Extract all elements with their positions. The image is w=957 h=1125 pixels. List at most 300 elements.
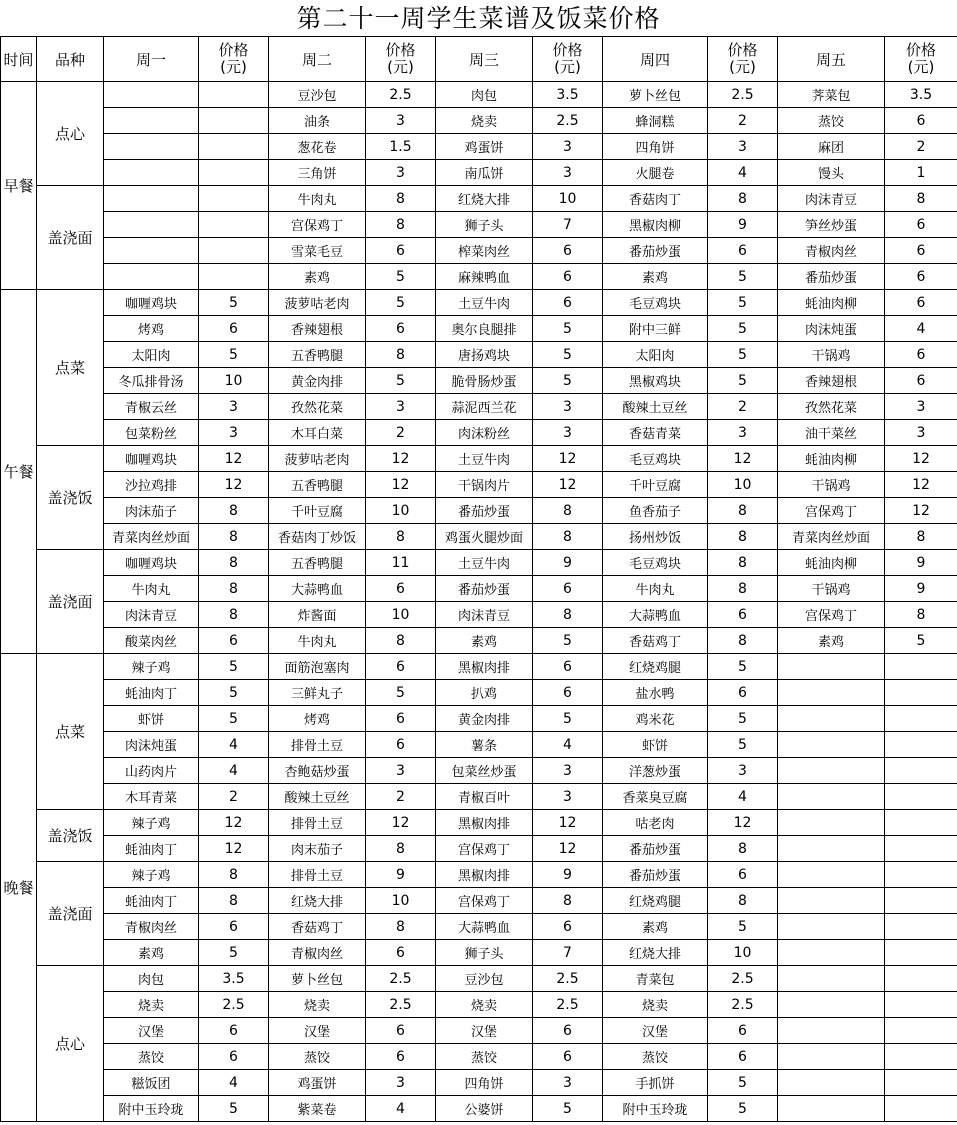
- price-cell: 12: [885, 446, 957, 472]
- dish-cell: 荠菜包: [778, 82, 885, 108]
- price-cell: [885, 888, 957, 914]
- dish-cell: 火腿卷: [603, 160, 708, 186]
- price-cell: 10: [199, 368, 269, 394]
- price-cell: 3: [533, 134, 603, 160]
- meal-cell: 晚餐: [1, 654, 37, 1122]
- price-cell: 12: [366, 446, 436, 472]
- price-cell: [885, 862, 957, 888]
- price-cell: 6: [366, 238, 436, 264]
- dish-cell: 蜂洞糕: [603, 108, 708, 134]
- table-row: [1, 602, 957, 628]
- price-cell: 6: [199, 316, 269, 342]
- price-cell: 11: [366, 550, 436, 576]
- price-cell: 5: [708, 1070, 778, 1096]
- price-cell: 8: [366, 836, 436, 862]
- dish-cell: 肉沫青豆: [436, 602, 533, 628]
- dish-cell: 牛肉丸: [104, 576, 199, 602]
- price-cell: 6: [708, 680, 778, 706]
- price-cell: 3: [199, 420, 269, 446]
- price-cell: 1: [885, 160, 957, 186]
- table-row: [1, 836, 957, 862]
- table-row: [1, 1070, 957, 1096]
- dish-cell: 香辣翅根: [269, 316, 366, 342]
- dish-cell: 肉包: [104, 966, 199, 992]
- price-cell: [885, 680, 957, 706]
- price-cell: 6: [885, 290, 957, 316]
- price-cell: [199, 264, 269, 290]
- price-cell: 6: [533, 290, 603, 316]
- price-cell: 12: [366, 810, 436, 836]
- dish-cell: 鸡蛋饼: [269, 1070, 366, 1096]
- dish-cell: [778, 732, 885, 758]
- price-cell: 3: [885, 420, 957, 446]
- dish-cell: 蚝油肉丁: [104, 680, 199, 706]
- header-cell: 周二: [269, 37, 366, 82]
- dish-cell: [778, 758, 885, 784]
- dish-cell: 盐水鸭: [603, 680, 708, 706]
- dish-cell: 土豆牛肉: [436, 446, 533, 472]
- dish-cell: 香菇鸡丁: [603, 628, 708, 654]
- dish-cell: 豆沙包: [269, 82, 366, 108]
- price-cell: 12: [885, 472, 957, 498]
- price-cell: 3: [366, 758, 436, 784]
- price-cell: 2.5: [708, 992, 778, 1018]
- dish-cell: 扒鸡: [436, 680, 533, 706]
- price-cell: 6: [199, 628, 269, 654]
- header-cell: 品种: [37, 37, 104, 82]
- dish-cell: 山药肉片: [104, 758, 199, 784]
- price-cell: 9: [885, 576, 957, 602]
- price-cell: 7: [533, 212, 603, 238]
- dish-cell: 炸酱面: [269, 602, 366, 628]
- dish-cell: 青菜肉丝炒面: [104, 524, 199, 550]
- price-cell: 6: [199, 914, 269, 940]
- price-cell: 12: [533, 446, 603, 472]
- dish-cell: [778, 706, 885, 732]
- price-cell: 8: [366, 186, 436, 212]
- dish-cell: [778, 862, 885, 888]
- price-cell: 4: [533, 732, 603, 758]
- dish-cell: 狮子头: [436, 940, 533, 966]
- price-cell: 2: [366, 420, 436, 446]
- dish-cell: 四角饼: [603, 134, 708, 160]
- dish-cell: 青椒百叶: [436, 784, 533, 810]
- table-row: [1, 810, 957, 836]
- price-cell: 3: [533, 1070, 603, 1096]
- dish-cell: [778, 992, 885, 1018]
- dish-cell: 宫保鸡丁: [269, 212, 366, 238]
- category-cell: 盖浇面: [37, 186, 104, 290]
- price-cell: 5: [533, 368, 603, 394]
- dish-cell: 蚝油肉丁: [104, 888, 199, 914]
- price-cell: 5: [533, 1096, 603, 1122]
- price-cell: [885, 992, 957, 1018]
- price-cell: 4: [199, 758, 269, 784]
- dish-cell: 附中玉玲珑: [603, 1096, 708, 1122]
- dish-cell: 肉包: [436, 82, 533, 108]
- dish-cell: 汉堡: [269, 1018, 366, 1044]
- price-cell: 3.5: [885, 82, 957, 108]
- price-cell: 8: [708, 836, 778, 862]
- price-cell: 2.5: [708, 966, 778, 992]
- dish-cell: 青菜包: [603, 966, 708, 992]
- price-cell: 8: [199, 524, 269, 550]
- dish-cell: 辣子鸡: [104, 810, 199, 836]
- price-cell: 3: [366, 108, 436, 134]
- price-cell: 2: [366, 784, 436, 810]
- header-cell: 价格 (元): [533, 37, 603, 82]
- dish-cell: [778, 888, 885, 914]
- dish-cell: 千叶豆腐: [269, 498, 366, 524]
- dish-cell: 番茄炒蛋: [603, 862, 708, 888]
- price-cell: 9: [885, 550, 957, 576]
- table-row: [1, 654, 957, 680]
- price-cell: 5: [199, 342, 269, 368]
- dish-cell: [778, 784, 885, 810]
- dish-cell: 香辣翅根: [778, 368, 885, 394]
- price-cell: 9: [366, 862, 436, 888]
- price-cell: 8: [366, 342, 436, 368]
- dish-cell: 红烧鸡腿: [603, 888, 708, 914]
- price-cell: 6: [199, 1018, 269, 1044]
- dish-cell: 鸡蛋饼: [436, 134, 533, 160]
- dish-cell: 五香鸭腿: [269, 342, 366, 368]
- header-cell: 周三: [436, 37, 533, 82]
- price-cell: 5: [708, 732, 778, 758]
- price-cell: 12: [199, 472, 269, 498]
- price-cell: 6: [533, 654, 603, 680]
- price-cell: 6: [366, 654, 436, 680]
- price-cell: 5: [708, 706, 778, 732]
- dish-cell: 肉沫炖蛋: [104, 732, 199, 758]
- price-cell: 8: [708, 498, 778, 524]
- price-cell: 8: [533, 498, 603, 524]
- price-cell: 8: [708, 524, 778, 550]
- dish-cell: 洋葱炒蛋: [603, 758, 708, 784]
- price-cell: 6: [533, 576, 603, 602]
- table-row: [1, 524, 957, 550]
- price-cell: 3: [366, 160, 436, 186]
- price-cell: 8: [366, 212, 436, 238]
- price-cell: 12: [199, 836, 269, 862]
- price-cell: [885, 1070, 957, 1096]
- price-cell: 3: [533, 394, 603, 420]
- dish-cell: 鸡米花: [603, 706, 708, 732]
- dish-cell: 汉堡: [104, 1018, 199, 1044]
- dish-cell: 唐扬鸡块: [436, 342, 533, 368]
- dish-cell: 南瓜饼: [436, 160, 533, 186]
- price-cell: [199, 212, 269, 238]
- price-cell: 5: [708, 914, 778, 940]
- price-cell: 2.5: [366, 82, 436, 108]
- dish-cell: 烧卖: [104, 992, 199, 1018]
- price-cell: 8: [885, 524, 957, 550]
- dish-cell: 手抓饼: [603, 1070, 708, 1096]
- category-cell: 点菜: [37, 290, 104, 446]
- dish-cell: [778, 1018, 885, 1044]
- table-row: [1, 472, 957, 498]
- price-cell: [199, 134, 269, 160]
- dish-cell: 杏鲍菇炒蛋: [269, 758, 366, 784]
- price-cell: 6: [199, 1044, 269, 1070]
- table-row: [1, 1096, 957, 1122]
- header-cell: 价格 (元): [708, 37, 778, 82]
- price-cell: 2: [708, 394, 778, 420]
- dish-cell: 大蒜鸭血: [603, 602, 708, 628]
- price-cell: 5: [708, 316, 778, 342]
- dish-cell: 烧卖: [436, 992, 533, 1018]
- price-cell: 3: [533, 160, 603, 186]
- dish-cell: 酸辣土豆丝: [603, 394, 708, 420]
- price-cell: 10: [708, 472, 778, 498]
- price-cell: 12: [533, 810, 603, 836]
- price-cell: 2.5: [366, 966, 436, 992]
- dish-cell: 狮子头: [436, 212, 533, 238]
- price-cell: 1.5: [366, 134, 436, 160]
- dish-cell: 番茄炒蛋: [603, 836, 708, 862]
- price-cell: 5: [366, 368, 436, 394]
- price-cell: 2: [708, 108, 778, 134]
- price-cell: [885, 1096, 957, 1122]
- dish-cell: 青菜肉丝炒面: [778, 524, 885, 550]
- price-cell: 3: [533, 758, 603, 784]
- dish-cell: 大蒜鸭血: [269, 576, 366, 602]
- dish-cell: 肉沫茄子: [104, 498, 199, 524]
- dish-cell: 烧卖: [436, 108, 533, 134]
- price-cell: 8: [885, 602, 957, 628]
- dish-cell: 牛肉丸: [603, 576, 708, 602]
- price-cell: 12: [199, 446, 269, 472]
- dish-cell: 沙拉鸡排: [104, 472, 199, 498]
- table-row: [1, 576, 957, 602]
- dish-cell: 奥尔良腿排: [436, 316, 533, 342]
- price-cell: 6: [533, 914, 603, 940]
- price-cell: 5: [708, 290, 778, 316]
- price-cell: 5: [199, 680, 269, 706]
- table-row: [1, 368, 957, 394]
- price-cell: 3: [199, 394, 269, 420]
- price-cell: 5: [533, 628, 603, 654]
- dish-cell: 肉沫炖蛋: [778, 316, 885, 342]
- table-row: [1, 498, 957, 524]
- dish-cell: [778, 914, 885, 940]
- dish-cell: [778, 940, 885, 966]
- price-cell: [199, 82, 269, 108]
- table-row: [1, 108, 957, 134]
- price-cell: [885, 1044, 957, 1070]
- price-cell: 6: [533, 264, 603, 290]
- table-row: [1, 212, 957, 238]
- dish-cell: 孜然花菜: [269, 394, 366, 420]
- price-cell: 5: [533, 342, 603, 368]
- price-cell: 2.5: [533, 108, 603, 134]
- dish-cell: 虾饼: [603, 732, 708, 758]
- price-cell: 8: [533, 602, 603, 628]
- dish-cell: 孜然花菜: [778, 394, 885, 420]
- price-cell: 10: [366, 888, 436, 914]
- price-cell: 12: [708, 446, 778, 472]
- price-cell: 6: [533, 1018, 603, 1044]
- dish-cell: 鱼香茄子: [603, 498, 708, 524]
- dish-cell: 蚝油肉柳: [778, 290, 885, 316]
- dish-cell: [778, 680, 885, 706]
- price-cell: 8: [708, 550, 778, 576]
- price-cell: [199, 160, 269, 186]
- dish-cell: [778, 810, 885, 836]
- dish-cell: [778, 654, 885, 680]
- dish-cell: 蒸饺: [603, 1044, 708, 1070]
- dish-cell: 酸辣土豆丝: [269, 784, 366, 810]
- price-cell: 3: [885, 394, 957, 420]
- dish-cell: 素鸡: [436, 628, 533, 654]
- table-row: [1, 862, 957, 888]
- price-cell: 5: [708, 342, 778, 368]
- price-cell: 3: [366, 394, 436, 420]
- header-cell: 价格 (元): [199, 37, 269, 82]
- price-cell: 8: [533, 524, 603, 550]
- dish-cell: 葱花卷: [269, 134, 366, 160]
- price-cell: 8: [199, 602, 269, 628]
- price-cell: 6: [885, 238, 957, 264]
- price-cell: 8: [366, 914, 436, 940]
- dish-cell: 蒸饺: [104, 1044, 199, 1070]
- dish-cell: [778, 1096, 885, 1122]
- price-cell: 9: [708, 212, 778, 238]
- category-cell: 盖浇面: [37, 550, 104, 654]
- table-row: [1, 966, 957, 992]
- price-cell: 3: [533, 784, 603, 810]
- price-cell: 5: [708, 654, 778, 680]
- price-cell: [885, 732, 957, 758]
- price-cell: 5: [708, 264, 778, 290]
- table-row: [1, 550, 957, 576]
- dish-cell: 红烧大排: [269, 888, 366, 914]
- dish-cell: [104, 264, 199, 290]
- price-cell: [885, 654, 957, 680]
- price-cell: 2: [199, 784, 269, 810]
- dish-cell: 脆骨肠炒蛋: [436, 368, 533, 394]
- dish-cell: 汉堡: [436, 1018, 533, 1044]
- price-cell: 8: [708, 186, 778, 212]
- price-cell: 12: [199, 810, 269, 836]
- price-cell: 5: [533, 706, 603, 732]
- price-cell: 3.5: [199, 966, 269, 992]
- table-row: [1, 628, 957, 654]
- dish-cell: [104, 186, 199, 212]
- price-cell: 4: [199, 1070, 269, 1096]
- price-cell: [885, 836, 957, 862]
- dish-cell: 附中三鲜: [603, 316, 708, 342]
- dish-cell: 青椒肉丝: [104, 914, 199, 940]
- dish-cell: 黑椒鸡块: [603, 368, 708, 394]
- dish-cell: [778, 836, 885, 862]
- dish-cell: 排骨土豆: [269, 732, 366, 758]
- dish-cell: [104, 212, 199, 238]
- table-row: [1, 940, 957, 966]
- dish-cell: 木耳白菜: [269, 420, 366, 446]
- dish-cell: 黑椒肉排: [436, 654, 533, 680]
- price-cell: [885, 706, 957, 732]
- price-cell: 10: [533, 186, 603, 212]
- dish-cell: 虾饼: [104, 706, 199, 732]
- price-cell: 4: [199, 732, 269, 758]
- dish-cell: [104, 238, 199, 264]
- price-cell: 2.5: [199, 992, 269, 1018]
- dish-cell: 包菜粉丝: [104, 420, 199, 446]
- price-cell: 6: [885, 368, 957, 394]
- table-row: [1, 290, 957, 316]
- dish-cell: 蒸饺: [269, 1044, 366, 1070]
- table-row: [1, 706, 957, 732]
- dish-cell: [778, 966, 885, 992]
- dish-cell: 牛肉丸: [269, 628, 366, 654]
- table-row: [1, 342, 957, 368]
- dish-cell: 干锅鸡: [778, 472, 885, 498]
- dish-cell: [104, 160, 199, 186]
- dish-cell: 黄金肉排: [436, 706, 533, 732]
- dish-cell: 笋丝炒蛋: [778, 212, 885, 238]
- price-cell: 5: [199, 654, 269, 680]
- price-cell: 4: [885, 316, 957, 342]
- price-cell: 5: [199, 290, 269, 316]
- dish-cell: 菠萝咕老肉: [269, 290, 366, 316]
- price-cell: 5: [708, 1096, 778, 1122]
- category-cell: 点心: [37, 966, 104, 1122]
- price-cell: 8: [708, 576, 778, 602]
- dish-cell: 香菇鸡丁: [269, 914, 366, 940]
- price-cell: 9: [533, 862, 603, 888]
- price-cell: 5: [708, 368, 778, 394]
- price-cell: 6: [366, 1044, 436, 1070]
- price-cell: 2.5: [708, 82, 778, 108]
- dish-cell: 宫保鸡丁: [436, 888, 533, 914]
- dish-cell: 咖喱鸡块: [104, 446, 199, 472]
- price-cell: 3.5: [533, 82, 603, 108]
- header-cell: 周一: [104, 37, 199, 82]
- dish-cell: 红烧大排: [436, 186, 533, 212]
- price-cell: 12: [885, 498, 957, 524]
- price-cell: 5: [885, 628, 957, 654]
- dish-cell: 红烧大排: [603, 940, 708, 966]
- header-cell: 周五: [778, 37, 885, 82]
- dish-cell: 薯条: [436, 732, 533, 758]
- dish-cell: 萝卜丝包: [269, 966, 366, 992]
- dish-cell: 太阳肉: [104, 342, 199, 368]
- dish-cell: 烤鸡: [104, 316, 199, 342]
- table-row: [1, 680, 957, 706]
- price-cell: 10: [708, 940, 778, 966]
- dish-cell: 排骨土豆: [269, 862, 366, 888]
- price-cell: 8: [533, 888, 603, 914]
- table-row: [1, 1018, 957, 1044]
- table-row: [1, 888, 957, 914]
- table-row: [1, 758, 957, 784]
- dish-cell: 蚝油肉柳: [778, 550, 885, 576]
- dish-cell: 五香鸭腿: [269, 550, 366, 576]
- price-cell: 10: [366, 498, 436, 524]
- header-cell: 时间: [1, 37, 37, 82]
- price-cell: 8: [708, 888, 778, 914]
- dish-cell: 豆沙包: [436, 966, 533, 992]
- dish-cell: 油条: [269, 108, 366, 134]
- price-cell: 5: [199, 706, 269, 732]
- dish-cell: 干锅肉片: [436, 472, 533, 498]
- table-row: [1, 316, 957, 342]
- table-row: [1, 914, 957, 940]
- price-cell: [885, 1018, 957, 1044]
- dish-cell: 青椒云丝: [104, 394, 199, 420]
- dish-cell: 榨菜肉丝: [436, 238, 533, 264]
